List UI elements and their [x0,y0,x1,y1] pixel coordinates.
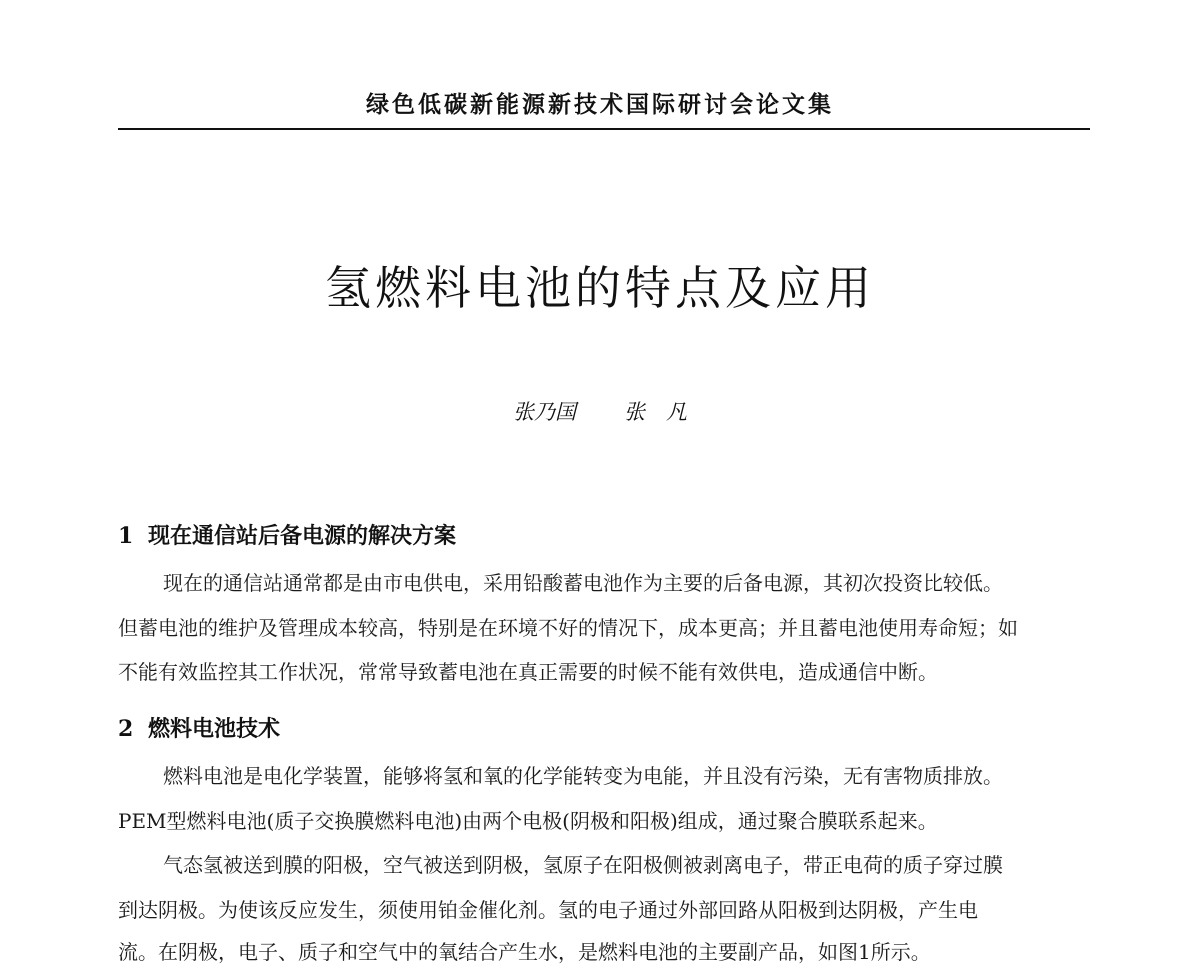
section-2-line-5: 流。在阴极，电子、质子和空气中的氧结合产生水，是燃料电池的主要副产品，如图1所示。 [118,940,931,964]
section-1-line-1: 现在的通信站通常都是由市电供电，采用铅酸蓄电池作为主要的后备电源，其初次投资比较低。 [163,571,1003,595]
section-2-line-1: 燃料电池是电化学装置，能够将氢和氧的化学能转变为电能，并且没有污染，无有害物质排放。 [163,764,1003,788]
section-2-line-4: 到达阴极。为使该反应发生，须使用铂金催化剂。氢的电子通过外部回路从阳极到达阴极，产生电 [118,898,978,922]
section-2-line-3: 气态氢被送到膜的阳极，空气被送到阴极，氢原子在阳极侧被剥离电子，带正电荷的质子穿过膜 [163,853,1003,877]
author-2: 张 凡 [624,400,687,424]
section-2-number: 2 [118,716,134,742]
author-list [0,396,1200,426]
article-title: 氢燃料电池的特点及应用 [325,261,875,315]
section-1-title: 现在通信站后备电源的解决方案 [148,524,457,549]
section-2-title: 燃料电池技术 [148,717,281,742]
section-1-line-3: 不能有效监控其工作状况，常常导致蓄电池在真正需要的时候不能有效供电，造成通信中断。 [118,660,938,684]
author-1: 张乃国 [513,400,576,424]
section-1-line-2: 但蓄电池的维护及管理成本较高，特别是在环境不好的情况下，成本更高；并且蓄电池使用寿命短；如 [118,616,1018,640]
header-rule [118,128,1090,130]
section-1-number: 1 [118,523,134,549]
section-1-heading [118,519,456,550]
section-2-line-2: PEM型燃料电池(质子交换膜燃料电池)由两个电极(阴极和阳极)组成，通过聚合膜联系起来。 [118,809,938,833]
running-header: 绿色低碳新能源新技术国际研讨会论文集 [366,92,834,118]
section-2-heading [118,712,280,743]
